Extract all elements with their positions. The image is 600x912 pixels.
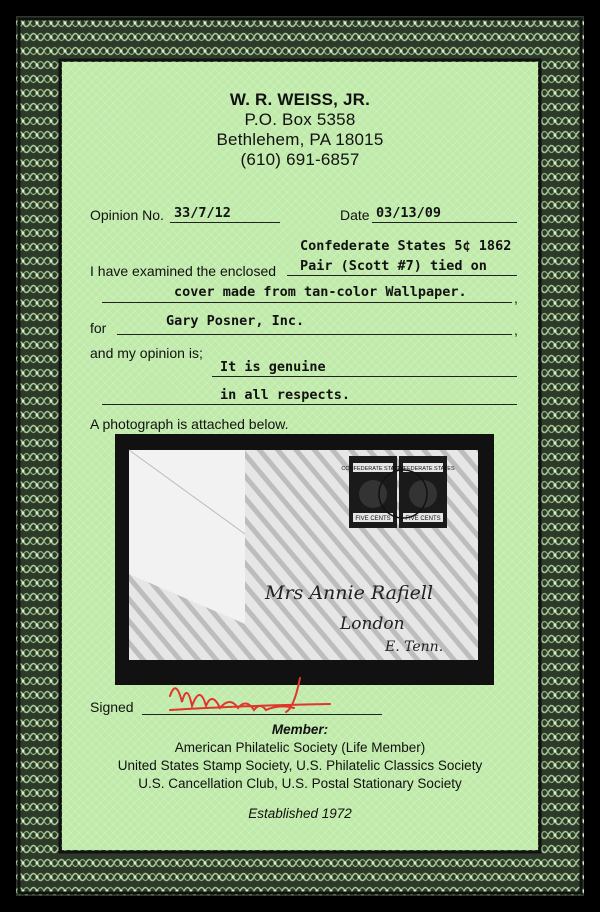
opinion-text-line1: It is genuine [220,359,326,375]
comma: , [514,290,518,306]
issuer-phone: (610) 691-6857 [240,150,360,169]
issuer-city: Bethlehem, PA 18015 [216,130,384,149]
address-line3: E. Tenn. [385,639,444,655]
opinion-number: 33/7/12 [174,205,231,221]
date-value: 03/13/09 [376,205,442,221]
opinion-text-label: and my opinion is; [90,345,203,361]
stamp-top-text: CONFEDERATE STATES [391,466,455,472]
date-line [372,222,517,223]
for-line [117,334,512,335]
examined-line-b [102,302,512,303]
member-line3: U.S. Cancellation Club, U.S. Postal Stationary Society [138,776,462,791]
member-title: Member: [271,722,329,737]
opinion-line-b [102,404,517,405]
for-value: Gary Posner, Inc. [166,313,305,329]
stamp-bottom-text: FIVE CENTS [405,516,441,522]
opinion-text-line2: in all respects. [220,387,351,403]
member-line1: American Philatelic Society (Life Member) [174,740,426,755]
stamp-top-text: CONFEDERATE STATES [341,466,405,472]
signed-label: Signed [90,699,134,715]
issuer-name: W. R. WEISS, JR. [229,90,371,109]
opinion-line [170,222,280,223]
address-line2: London [340,614,405,634]
member-line2: United States Stamp Society, U.S. Philatelic Classics Society [117,758,483,773]
opinion-label: Opinion No. [90,207,164,223]
examined-label: I have examined the enclosed [90,263,277,279]
examined-line3: cover made from tan-color Wallpaper. [174,284,467,300]
cover-photograph [115,434,494,685]
examined-line1: Confederate States 5¢ 1862 [300,238,512,254]
date-label: Date [340,207,370,223]
stamp-bottom-text: FIVE CENTS [355,516,391,522]
signature [160,666,370,726]
photo-caption: A photograph is attached below. [90,416,289,432]
opinion-line-a [212,376,517,377]
cover-image [115,434,494,685]
issuer-box: P.O. Box 5358 [244,110,356,129]
established: Established 1972 [248,806,352,821]
for-label: for [90,320,107,336]
comma: , [514,322,518,338]
examined-line2: Pair (Scott #7) tied on [300,258,487,274]
address-line1: Mrs Annie Rafiell [265,582,434,604]
certificate-panel [62,62,538,850]
examined-line-a [287,275,517,276]
